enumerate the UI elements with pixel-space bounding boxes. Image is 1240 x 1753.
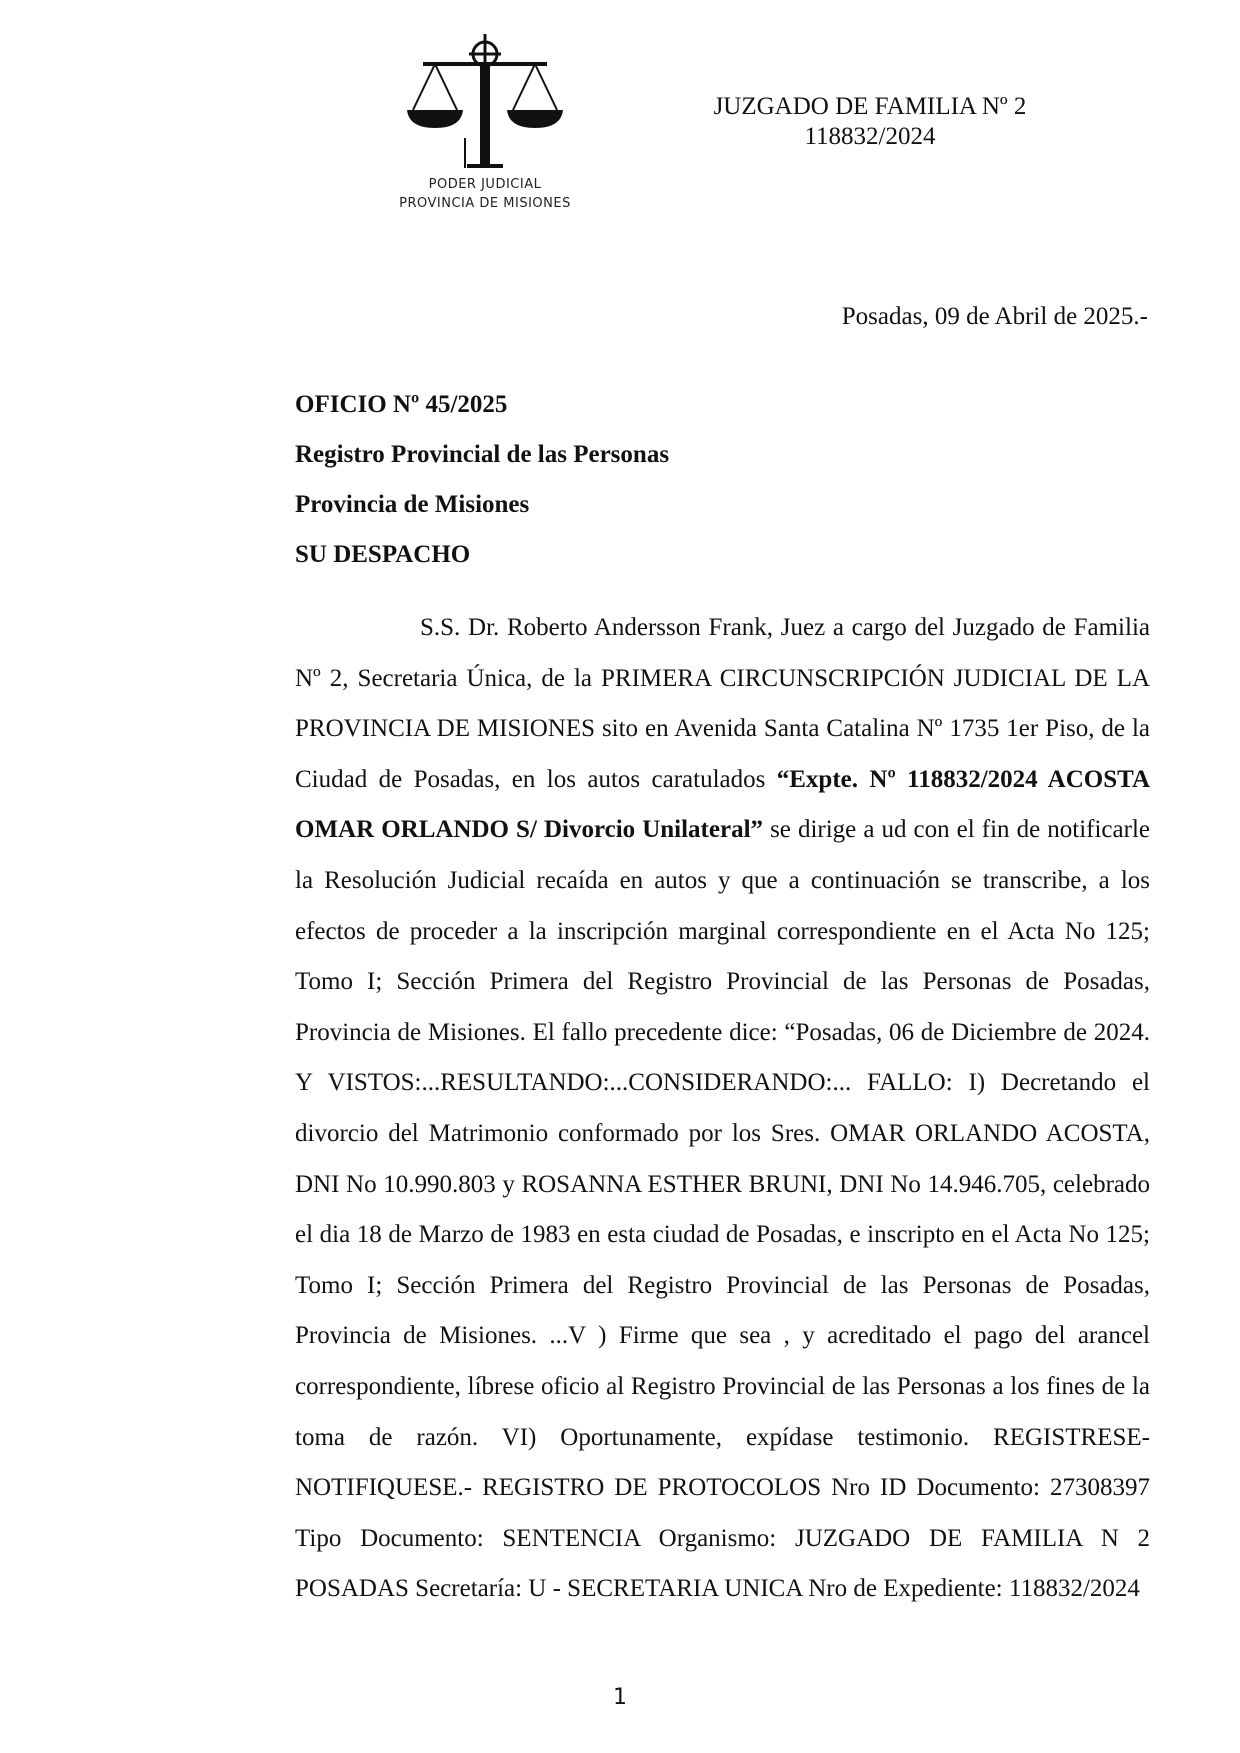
scales-of-justice-icon: [405, 30, 565, 180]
addressee-line-2: Provincia de Misiones: [295, 491, 530, 518]
date-line: Posadas, 09 de Abril de 2025.-: [841, 303, 1148, 330]
oficio-number: OFICIO Nº 45/2025: [295, 391, 508, 418]
court-logo: [385, 30, 585, 220]
page-number: 1: [613, 1685, 627, 1710]
body-intro: S.S. Dr. Roberto Andersson Frank, Juez a cargo del Juzgado de Familia Nº 2, Secretaria Única, de la PRIMERA CIRCUNSCRIPCIÓN JUDICIAL DE LA PROVINCIA DE MISIONES sito en Avenida Santa Catalina Nº 1735 1er Piso, de la Ciudad de Posadas, en los autos caratulados: [295, 614, 1150, 793]
court-name: JUZGADO DE FAMILIA Nº 2: [713, 93, 1027, 120]
body-paragraph: [295, 603, 1150, 1615]
addressee-line-3: SU DESPACHO: [295, 541, 471, 568]
body-rest: se dirige a ud con el fin de notificarle la Resolución Judicial recaída en autos y que a continuación se transcribe, a los efectos de proceder a la inscripción marginal correspondiente en el Acta No 125; Tomo I; Sección Primera del Registro Provincial de las Personas de Posadas, Provincia de Misiones. El fallo precedente dice: “Posadas, 06 de Diciembre de 2024. Y VISTOS:...RESULTANDO:...CONSIDERANDO:... FALLO: I) Decretando el divorcio del Matrimonio conformado por los Sres. OMAR ORLANDO ACOSTA, DNI No 10.990.803 y ROSANNA ESTHER BRUNI, DNI No 14.946.705, celebrado el dia 18 de Marzo de 1983 en esta ciudad de Posadas, e inscripto en el Acta No 125; Tomo I; Sección Primera del Registro Provincial de las Personas de Posadas, Provincia de Misiones. ...V ) Firme que sea , y acreditado el pago del arancel correspondiente, líbrese oficio al Registro Provincial de las Personas a los fines de la toma de razón. VI) Oportunamente, expídase testimonio. REGISTRESE-NOTIFIQUESE.- REGISTRO DE PROTOCOLOS Nro ID Documento: 27308397 Tipo Documento: SENTENCIA Organismo: JUZGADO DE FAMILIA N 2 POSADAS Secretaría: U - SECRETARIA UNICA Nro de Expediente: 118832/2024: [295, 816, 1150, 1603]
logo-caption-line-2: PROVINCIA DE MISIONES: [399, 196, 571, 211]
case-title: “Expte. Nº 118832/2024 ACOSTA OMAR ORLANDO S/ Divorcio Unilateral”: [295, 765, 1151, 844]
court-header: [690, 92, 1050, 152]
addressee-line-1: Registro Provincial de las Personas: [295, 441, 670, 468]
logo-caption: [385, 175, 585, 213]
case-number: 118832/2024: [804, 123, 936, 150]
logo-caption-line-1: PODER JUDICIAL: [428, 177, 542, 192]
addressee-block: [295, 380, 669, 580]
